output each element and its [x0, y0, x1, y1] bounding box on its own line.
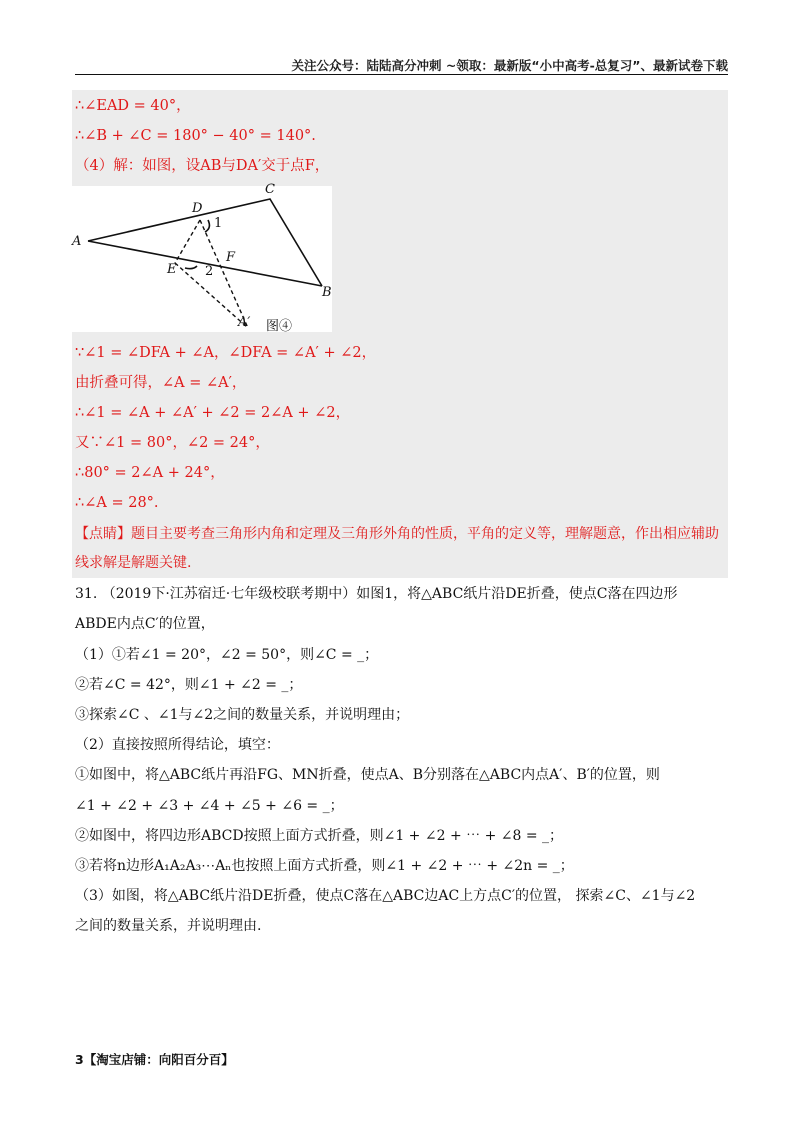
label-c: C	[265, 182, 275, 197]
line-d-e	[175, 220, 200, 263]
solution-line-4: ∵∠1 = ∠DFA + ∠A，∠DFA = ∠A′ + ∠2，	[75, 345, 377, 361]
label-a-prime: A′	[238, 315, 251, 330]
question-line-3: （1）①若∠1 = 20°，∠2 = 50°，则∠C = _；	[75, 647, 379, 663]
question-line-8: ∠1 + ∠2 + ∠3 + ∠4 + ∠5 + ∠6 = _；	[75, 798, 344, 814]
solution-line-3: （4）解：如图，设AB与DA′交于点F，	[75, 158, 330, 174]
angle-2-arc	[185, 266, 197, 269]
question-line-9: ②如图中，将四边形ABCD按照上面方式折叠，则∠1 + ∠2 + ⋯ + ∠8 = _；	[75, 828, 564, 844]
label-b: B	[322, 285, 332, 300]
solution-line-7: 又∵∠1 = 80°，∠2 = 24°，	[75, 435, 270, 451]
comment-line-1: 【点睛】题目主要考查三角形内角和定理及三角形外角的性质，平角的定义等，理解题意，作出相应辅助	[75, 526, 719, 542]
question-line-11: （3）如图，将△ABC纸片沿DE折叠，使点C落在△ABC边AC上方点C′的位置， 探索∠C、∠1与∠2	[75, 888, 696, 904]
label-angle-1: 1	[214, 216, 223, 231]
question-line-1: 31. （2019下·江苏宿迁·七年级校联考期中）如图1，将△ABC纸片沿DE折叠，使点C落在四边形	[75, 586, 678, 602]
solution-line-6: ∴∠1 = ∠A + ∠A′ + ∠2 = 2∠A + ∠2，	[75, 405, 351, 421]
question-line-6: （2）直接按照所得结论，填空：	[75, 737, 280, 753]
question-line-5: ③探索∠C 、∠1与∠2之间的数量关系，并说明理由；	[75, 707, 410, 723]
solution-line-5: 由折叠可得，∠A = ∠A′，	[75, 375, 247, 391]
question-line-10: ③若将n边形A₁A₂A₃⋯Aₙ也按照上面方式折叠，则∠1 + ∠2 + ⋯ + ∠2n = _；	[75, 858, 574, 874]
comment-line-2: 线求解是解题关键.	[75, 555, 192, 571]
question-line-12: 之间的数量关系，并说明理由.	[75, 918, 262, 934]
solution-line-1: ∴∠EAD = 40°，	[75, 98, 191, 114]
label-f: F	[226, 250, 236, 265]
label-d: D	[192, 201, 203, 216]
solution-line-8: ∴80° = 2∠A + 24°，	[75, 465, 225, 481]
geometry-figure-4	[72, 182, 332, 334]
solution-line-9: ∴∠A = 28°.	[75, 495, 159, 511]
label-a: A	[72, 234, 82, 249]
question-line-7: ①如图中，将△ABC纸片再沿FG、MN折叠，使点A、B分别落在△ABC内点A′、B′的位置，则	[75, 767, 660, 783]
label-e: E	[167, 262, 177, 277]
page-footer: 3【淘宝店铺：向阳百分百】	[75, 1052, 234, 1067]
solution-line-2: ∴∠B + ∠C = 180° − 40° = 140°.	[75, 128, 316, 144]
figure-caption: 图④	[266, 319, 293, 334]
label-angle-2: 2	[205, 264, 214, 279]
angle-1-arc	[205, 220, 209, 232]
question-line-4: ②若∠C = 42°，则∠1 + ∠2 = _；	[75, 677, 303, 693]
question-line-2: ABDE内点C′的位置，	[75, 616, 215, 632]
page-header: 关注公众号：陆陆高分冲刺 ~领取：最新版“小中高考-总复习”、最新试卷下载	[291, 58, 728, 73]
header-rule	[75, 74, 728, 75]
